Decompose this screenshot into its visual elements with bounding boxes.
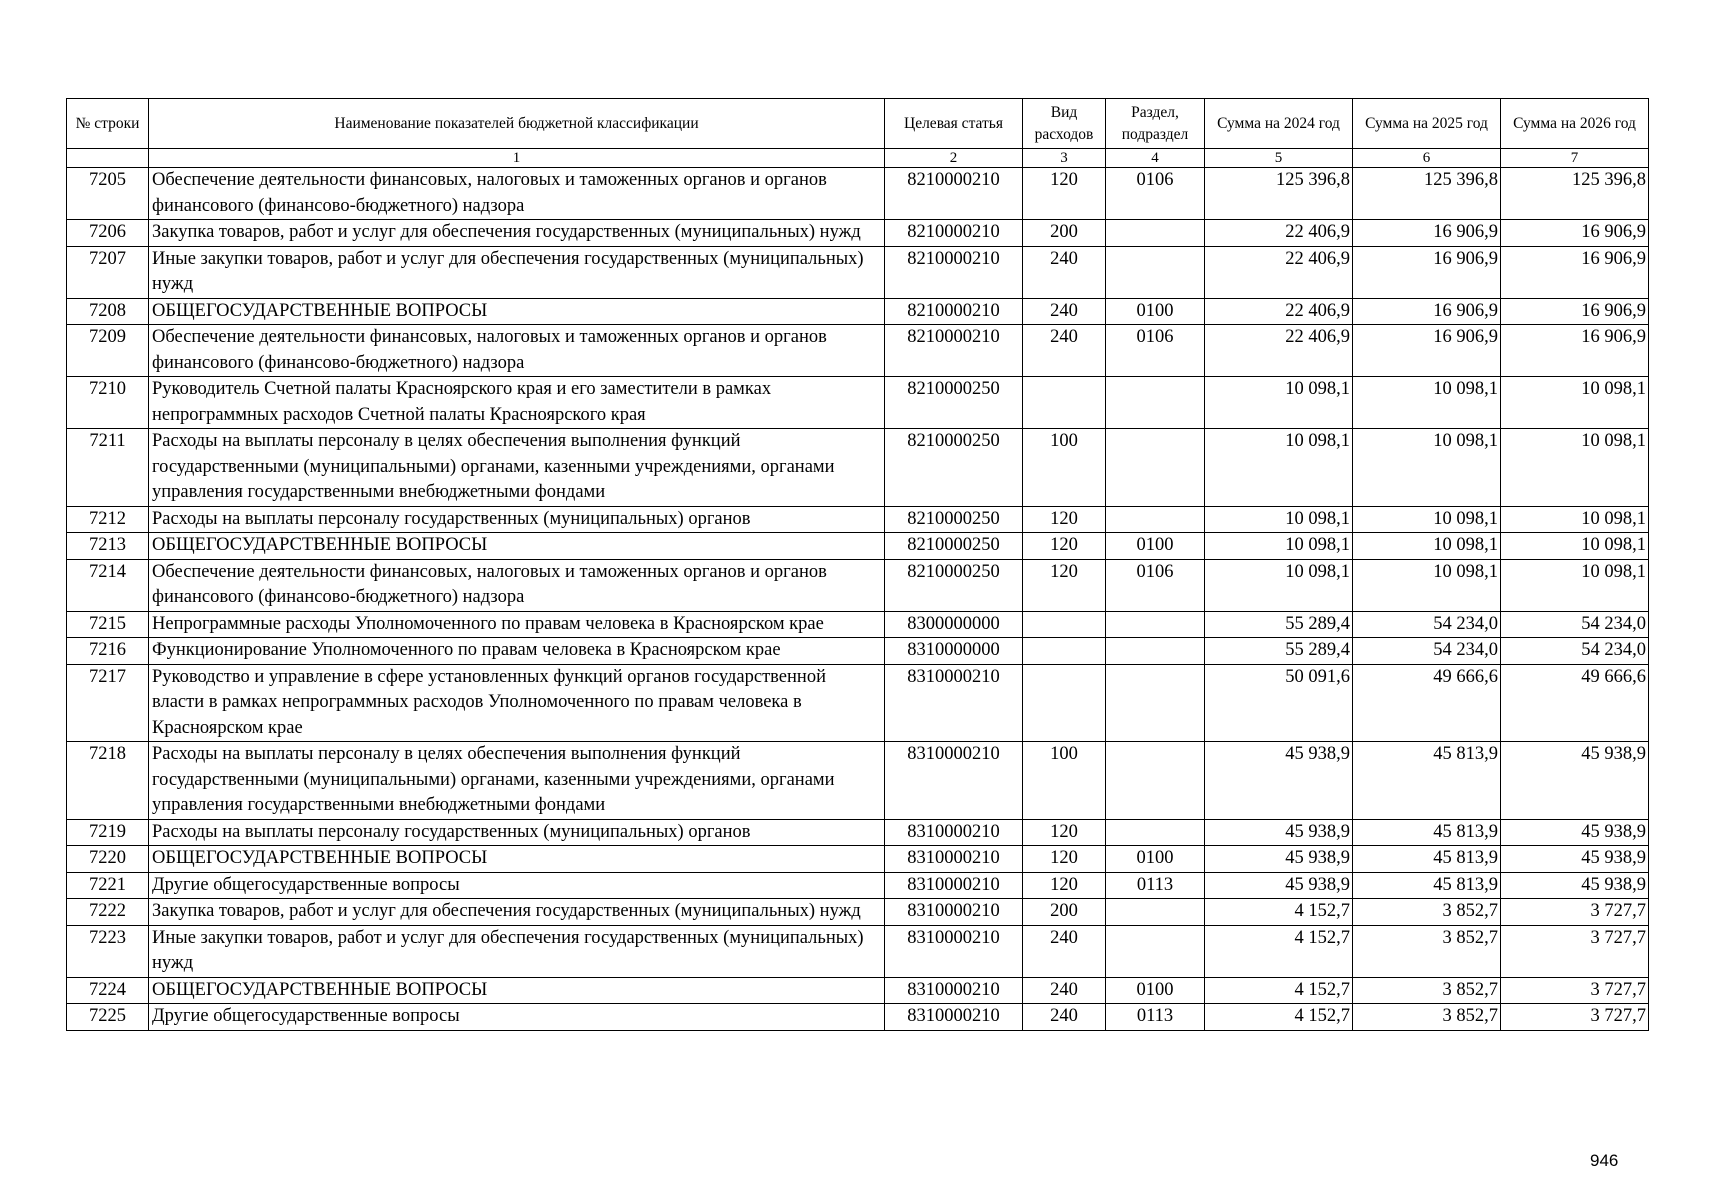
sum-2024: 4 152,7 bbox=[1205, 977, 1353, 1004]
target-code: 8310000210 bbox=[885, 819, 1023, 846]
sum-2026: 45 938,9 bbox=[1501, 742, 1649, 820]
row-number: 7221 bbox=[67, 872, 149, 899]
section-code bbox=[1106, 246, 1205, 298]
sum-2024: 55 289,4 bbox=[1205, 611, 1353, 638]
sum-2026: 16 906,9 bbox=[1501, 325, 1649, 377]
sum-2024: 4 152,7 bbox=[1205, 1004, 1353, 1031]
column-index-7: 7 bbox=[1501, 149, 1649, 168]
sum-2024: 50 091,6 bbox=[1205, 664, 1353, 742]
sum-2024: 22 406,9 bbox=[1205, 298, 1353, 325]
row-number: 7219 bbox=[67, 819, 149, 846]
sum-2024: 10 098,1 bbox=[1205, 429, 1353, 507]
table-row bbox=[67, 846, 1649, 873]
target-code: 8210000210 bbox=[885, 298, 1023, 325]
indicator-name: Обеспечение деятельности финансовых, налоговых и таможенных органов и органов финансового (финансово-бюджетного) надзора bbox=[149, 325, 885, 377]
indicator-name: Функционирование Уполномоченного по правам человека в Красноярском крае bbox=[149, 638, 885, 665]
expense-type: 120 bbox=[1023, 533, 1106, 560]
sum-2026: 3 727,7 bbox=[1501, 1004, 1649, 1031]
column-index-row bbox=[67, 149, 1649, 168]
row-number: 7215 bbox=[67, 611, 149, 638]
sum-2024: 45 938,9 bbox=[1205, 819, 1353, 846]
header-target: Целевая статья bbox=[885, 99, 1023, 149]
header-vid: Вид расходов bbox=[1023, 99, 1106, 149]
target-code: 8310000210 bbox=[885, 742, 1023, 820]
sum-2024: 55 289,4 bbox=[1205, 638, 1353, 665]
column-index-6: 6 bbox=[1353, 149, 1501, 168]
section-code bbox=[1106, 742, 1205, 820]
sum-2025: 16 906,9 bbox=[1353, 220, 1501, 247]
table-row bbox=[67, 325, 1649, 377]
sum-2026: 10 098,1 bbox=[1501, 377, 1649, 429]
expense-type bbox=[1023, 638, 1106, 665]
section-code bbox=[1106, 611, 1205, 638]
section-code bbox=[1106, 638, 1205, 665]
sum-2025: 10 098,1 bbox=[1353, 429, 1501, 507]
table-row bbox=[67, 168, 1649, 220]
row-number: 7212 bbox=[67, 506, 149, 533]
expense-type: 240 bbox=[1023, 325, 1106, 377]
sum-2024: 45 938,9 bbox=[1205, 872, 1353, 899]
section-code: 0100 bbox=[1106, 977, 1205, 1004]
sum-2025: 54 234,0 bbox=[1353, 638, 1501, 665]
expense-type: 200 bbox=[1023, 220, 1106, 247]
sum-2026: 3 727,7 bbox=[1501, 977, 1649, 1004]
sum-2026: 16 906,9 bbox=[1501, 246, 1649, 298]
indicator-name: Иные закупки товаров, работ и услуг для обеспечения государственных (муниципальных) нужд bbox=[149, 925, 885, 977]
target-code: 8210000210 bbox=[885, 220, 1023, 247]
row-number: 7211 bbox=[67, 429, 149, 507]
indicator-name: Руководитель Счетной палаты Красноярского края и его заместители в рамках непрограммных расходов Счетной палаты Красноярского края bbox=[149, 377, 885, 429]
header-razdel: Раздел, подраздел bbox=[1106, 99, 1205, 149]
sum-2025: 10 098,1 bbox=[1353, 559, 1501, 611]
row-number: 7216 bbox=[67, 638, 149, 665]
table-row bbox=[67, 377, 1649, 429]
sum-2026: 3 727,7 bbox=[1501, 899, 1649, 926]
sum-2025: 125 396,8 bbox=[1353, 168, 1501, 220]
sum-2024: 125 396,8 bbox=[1205, 168, 1353, 220]
target-code: 8310000210 bbox=[885, 664, 1023, 742]
expense-type: 120 bbox=[1023, 819, 1106, 846]
budget-table bbox=[66, 98, 1649, 1031]
sum-2026: 3 727,7 bbox=[1501, 925, 1649, 977]
sum-2024: 22 406,9 bbox=[1205, 325, 1353, 377]
column-index-4: 4 bbox=[1106, 149, 1205, 168]
table-row bbox=[67, 533, 1649, 560]
row-number: 7220 bbox=[67, 846, 149, 873]
sum-2026: 10 098,1 bbox=[1501, 429, 1649, 507]
table-row bbox=[67, 899, 1649, 926]
header-sum-2024: Сумма на 2024 год bbox=[1205, 99, 1353, 149]
expense-type: 120 bbox=[1023, 559, 1106, 611]
table-row bbox=[67, 506, 1649, 533]
header-sum-2026: Сумма на 2026 год bbox=[1501, 99, 1649, 149]
row-number: 7206 bbox=[67, 220, 149, 247]
indicator-name: Обеспечение деятельности финансовых, налоговых и таможенных органов и органов финансового (финансово-бюджетного) надзора bbox=[149, 168, 885, 220]
sum-2024: 4 152,7 bbox=[1205, 925, 1353, 977]
expense-type: 120 bbox=[1023, 846, 1106, 873]
indicator-name: Другие общегосударственные вопросы bbox=[149, 1004, 885, 1031]
sum-2026: 16 906,9 bbox=[1501, 220, 1649, 247]
sum-2025: 3 852,7 bbox=[1353, 977, 1501, 1004]
sum-2026: 10 098,1 bbox=[1501, 506, 1649, 533]
table-row bbox=[67, 977, 1649, 1004]
column-index-5: 5 bbox=[1205, 149, 1353, 168]
target-code: 8310000210 bbox=[885, 977, 1023, 1004]
table-row bbox=[67, 246, 1649, 298]
sum-2025: 10 098,1 bbox=[1353, 377, 1501, 429]
target-code: 8210000250 bbox=[885, 377, 1023, 429]
indicator-name: Обеспечение деятельности финансовых, налоговых и таможенных органов и органов финансового (финансово-бюджетного) надзора bbox=[149, 559, 885, 611]
indicator-name: Закупка товаров, работ и услуг для обеспечения государственных (муниципальных) нужд bbox=[149, 899, 885, 926]
target-code: 8210000250 bbox=[885, 429, 1023, 507]
expense-type: 120 bbox=[1023, 168, 1106, 220]
sum-2026: 125 396,8 bbox=[1501, 168, 1649, 220]
table-row bbox=[67, 664, 1649, 742]
sum-2025: 3 852,7 bbox=[1353, 925, 1501, 977]
sum-2024: 10 098,1 bbox=[1205, 559, 1353, 611]
sum-2025: 54 234,0 bbox=[1353, 611, 1501, 638]
sum-2026: 10 098,1 bbox=[1501, 533, 1649, 560]
indicator-name: ОБЩЕГОСУДАРСТВЕННЫЕ ВОПРОСЫ bbox=[149, 977, 885, 1004]
sum-2026: 45 938,9 bbox=[1501, 819, 1649, 846]
indicator-name: Другие общегосударственные вопросы bbox=[149, 872, 885, 899]
column-index-1: 1 bbox=[149, 149, 885, 168]
sum-2025: 45 813,9 bbox=[1353, 872, 1501, 899]
sum-2025: 3 852,7 bbox=[1353, 899, 1501, 926]
header-sum-2025: Сумма на 2025 год bbox=[1353, 99, 1501, 149]
sum-2025: 45 813,9 bbox=[1353, 742, 1501, 820]
section-code: 0100 bbox=[1106, 298, 1205, 325]
section-code bbox=[1106, 664, 1205, 742]
expense-type: 240 bbox=[1023, 246, 1106, 298]
row-number: 7210 bbox=[67, 377, 149, 429]
target-code: 8210000250 bbox=[885, 559, 1023, 611]
column-index-2: 2 bbox=[885, 149, 1023, 168]
section-code bbox=[1106, 925, 1205, 977]
sum-2024: 45 938,9 bbox=[1205, 742, 1353, 820]
sum-2026: 10 098,1 bbox=[1501, 559, 1649, 611]
row-number: 7209 bbox=[67, 325, 149, 377]
sum-2025: 3 852,7 bbox=[1353, 1004, 1501, 1031]
table-row bbox=[67, 742, 1649, 820]
section-code: 0100 bbox=[1106, 533, 1205, 560]
row-number: 7207 bbox=[67, 246, 149, 298]
section-code: 0100 bbox=[1106, 846, 1205, 873]
sum-2025: 45 813,9 bbox=[1353, 846, 1501, 873]
sum-2026: 16 906,9 bbox=[1501, 298, 1649, 325]
indicator-name: ОБЩЕГОСУДАРСТВЕННЫЕ ВОПРОСЫ bbox=[149, 533, 885, 560]
table-row bbox=[67, 925, 1649, 977]
indicator-name: Непрограммные расходы Уполномоченного по правам человека в Красноярском крае bbox=[149, 611, 885, 638]
row-number: 7223 bbox=[67, 925, 149, 977]
section-code bbox=[1106, 220, 1205, 247]
sum-2026: 45 938,9 bbox=[1501, 846, 1649, 873]
indicator-name: Расходы на выплаты персоналу в целях обеспечения выполнения функций государственными (муниципальными) органами, казенными учреждениями, органами управления государственными внебюджетными фондами bbox=[149, 742, 885, 820]
expense-type: 240 bbox=[1023, 1004, 1106, 1031]
sum-2026: 54 234,0 bbox=[1501, 611, 1649, 638]
sum-2026: 45 938,9 bbox=[1501, 872, 1649, 899]
target-code: 8310000210 bbox=[885, 846, 1023, 873]
section-code: 0113 bbox=[1106, 1004, 1205, 1031]
indicator-name: ОБЩЕГОСУДАРСТВЕННЫЕ ВОПРОСЫ bbox=[149, 846, 885, 873]
target-code: 8210000210 bbox=[885, 246, 1023, 298]
indicator-name: ОБЩЕГОСУДАРСТВЕННЫЕ ВОПРОСЫ bbox=[149, 298, 885, 325]
table-row bbox=[67, 819, 1649, 846]
target-code: 8310000000 bbox=[885, 638, 1023, 665]
sum-2025: 16 906,9 bbox=[1353, 246, 1501, 298]
section-code: 0106 bbox=[1106, 168, 1205, 220]
table-row bbox=[67, 298, 1649, 325]
sum-2025: 45 813,9 bbox=[1353, 819, 1501, 846]
sum-2024: 10 098,1 bbox=[1205, 506, 1353, 533]
sum-2026: 49 666,6 bbox=[1501, 664, 1649, 742]
table-row bbox=[67, 429, 1649, 507]
expense-type: 240 bbox=[1023, 977, 1106, 1004]
table-row bbox=[67, 638, 1649, 665]
expense-type: 120 bbox=[1023, 506, 1106, 533]
target-code: 8210000250 bbox=[885, 533, 1023, 560]
target-code: 8310000210 bbox=[885, 899, 1023, 926]
row-number: 7224 bbox=[67, 977, 149, 1004]
table-row bbox=[67, 559, 1649, 611]
sum-2024: 45 938,9 bbox=[1205, 846, 1353, 873]
row-number: 7222 bbox=[67, 899, 149, 926]
sum-2026: 54 234,0 bbox=[1501, 638, 1649, 665]
sum-2025: 16 906,9 bbox=[1353, 325, 1501, 377]
row-number: 7218 bbox=[67, 742, 149, 820]
target-code: 8310000210 bbox=[885, 1004, 1023, 1031]
table-body bbox=[67, 168, 1649, 1031]
indicator-name: Расходы на выплаты персоналу государственных (муниципальных) органов bbox=[149, 506, 885, 533]
expense-type: 240 bbox=[1023, 298, 1106, 325]
header-name: Наименование показателей бюджетной классификации bbox=[149, 99, 885, 149]
target-code: 8310000210 bbox=[885, 872, 1023, 899]
target-code: 8210000210 bbox=[885, 325, 1023, 377]
section-code: 0106 bbox=[1106, 325, 1205, 377]
header-row bbox=[67, 99, 1649, 149]
expense-type: 200 bbox=[1023, 899, 1106, 926]
sum-2025: 10 098,1 bbox=[1353, 533, 1501, 560]
expense-type: 100 bbox=[1023, 429, 1106, 507]
expense-type: 120 bbox=[1023, 872, 1106, 899]
sum-2025: 49 666,6 bbox=[1353, 664, 1501, 742]
table-row bbox=[67, 220, 1649, 247]
indicator-name: Руководство и управление в сфере установленных функций органов государственной власти в рамках непрограммных расходов Уполномоченного по правам человека в Красноярском крае bbox=[149, 664, 885, 742]
column-index-3: 3 bbox=[1023, 149, 1106, 168]
section-code bbox=[1106, 377, 1205, 429]
sum-2024: 10 098,1 bbox=[1205, 533, 1353, 560]
row-number: 7225 bbox=[67, 1004, 149, 1031]
table-row bbox=[67, 611, 1649, 638]
row-number: 7217 bbox=[67, 664, 149, 742]
target-code: 8310000210 bbox=[885, 925, 1023, 977]
section-code bbox=[1106, 819, 1205, 846]
indicator-name: Расходы на выплаты персоналу в целях обеспечения выполнения функций государственными (муниципальными) органами, казенными учреждениями, органами управления государственными внебюджетными фондами bbox=[149, 429, 885, 507]
sum-2025: 10 098,1 bbox=[1353, 506, 1501, 533]
expense-type bbox=[1023, 377, 1106, 429]
target-code: 8210000210 bbox=[885, 168, 1023, 220]
indicator-name: Закупка товаров, работ и услуг для обеспечения государственных (муниципальных) нужд bbox=[149, 220, 885, 247]
section-code: 0113 bbox=[1106, 872, 1205, 899]
header-row-no: № строки bbox=[67, 99, 149, 149]
budget-table-container bbox=[66, 98, 1648, 1031]
row-number: 7213 bbox=[67, 533, 149, 560]
target-code: 8210000250 bbox=[885, 506, 1023, 533]
row-number: 7205 bbox=[67, 168, 149, 220]
indicator-name: Иные закупки товаров, работ и услуг для обеспечения государственных (муниципальных) нужд bbox=[149, 246, 885, 298]
target-code: 8300000000 bbox=[885, 611, 1023, 638]
sum-2025: 16 906,9 bbox=[1353, 298, 1501, 325]
table-row bbox=[67, 1004, 1649, 1031]
row-number: 7208 bbox=[67, 298, 149, 325]
page-number: 946 bbox=[1590, 1151, 1619, 1170]
table-row bbox=[67, 872, 1649, 899]
section-code: 0106 bbox=[1106, 559, 1205, 611]
expense-type: 100 bbox=[1023, 742, 1106, 820]
expense-type bbox=[1023, 664, 1106, 742]
section-code bbox=[1106, 899, 1205, 926]
sum-2024: 22 406,9 bbox=[1205, 246, 1353, 298]
section-code bbox=[1106, 429, 1205, 507]
sum-2024: 4 152,7 bbox=[1205, 899, 1353, 926]
sum-2024: 10 098,1 bbox=[1205, 377, 1353, 429]
column-index-blank bbox=[67, 149, 149, 168]
expense-type: 240 bbox=[1023, 925, 1106, 977]
row-number: 7214 bbox=[67, 559, 149, 611]
section-code bbox=[1106, 506, 1205, 533]
sum-2024: 22 406,9 bbox=[1205, 220, 1353, 247]
indicator-name: Расходы на выплаты персоналу государственных (муниципальных) органов bbox=[149, 819, 885, 846]
expense-type bbox=[1023, 611, 1106, 638]
